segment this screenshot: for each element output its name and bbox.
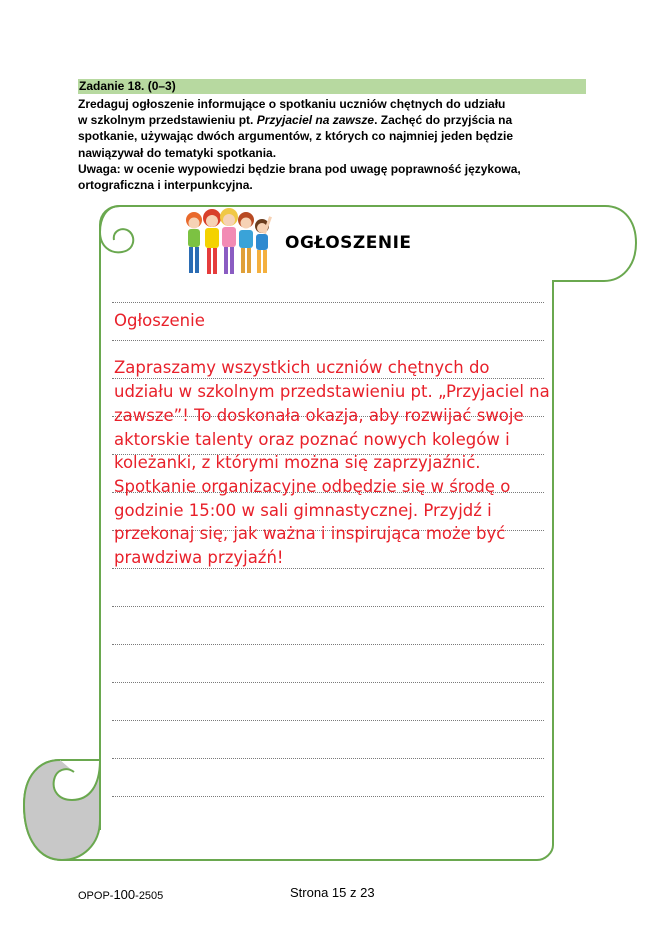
writing-line	[112, 796, 544, 797]
exam-code-suffix: -2505	[135, 890, 164, 902]
exam-code-prefix: OPOP-	[78, 890, 114, 902]
task-header: Zadanie 18. (0–3)	[78, 79, 586, 94]
instruction-text: w szkolnym przedstawieniu pt.	[78, 113, 257, 128]
writing-line	[112, 606, 544, 607]
page-number: Strona 15 z 23	[290, 885, 375, 900]
exam-code	[78, 887, 163, 902]
writing-line	[112, 758, 544, 759]
answer-text: Zapraszamy wszystkich uczniów chętnych do udziału w szkolnym przedstawieniu pt. „Przyjaciel na zawsze”! To doskonała okazja, aby rozwijać swoje aktorskie talenty oraz poznać nowych kolegów i koleżanki, z którymi można się zaprzyjaźnić. Spotkanie organizacyjne odbędzie się w środę o godzinie 15:00 w sali gimnastycznej. Przyjdź i przekonaj się, jak ważna i inspirująca może być prawdziwa przyjaźń!	[114, 358, 550, 568]
announcement-title: OGŁOSZENIE	[285, 233, 412, 253]
instruction-line: Zredaguj ogłoszenie informujące o spotkaniu uczniów chętnych do udziału	[78, 97, 506, 111]
exam-code-number: 100	[113, 887, 136, 902]
group-of-children-illustration	[180, 206, 272, 278]
play-title: Przyjaciel na zawsze	[256, 113, 375, 128]
writing-line	[112, 644, 544, 645]
instruction-text: . Zachęć do przyjścia na	[374, 113, 513, 128]
instruction-line: spotkanie, używając dwóch argumentów, z których co najmniej jeden będzie	[78, 129, 513, 144]
writing-line	[112, 302, 544, 303]
instruction-line: ortograficzna i interpunkcyjna.	[78, 178, 253, 193]
written-answer	[114, 309, 554, 570]
instruction-line: nawiązywał do tematyki spotkania.	[78, 145, 277, 160]
writing-line	[112, 682, 544, 683]
answer-heading: Ogłoszenie	[114, 311, 205, 330]
instruction-line: Uwaga: w ocenie wypowiedzi będzie brana pod uwagę poprawność językowa,	[78, 161, 521, 176]
writing-line	[112, 720, 544, 721]
